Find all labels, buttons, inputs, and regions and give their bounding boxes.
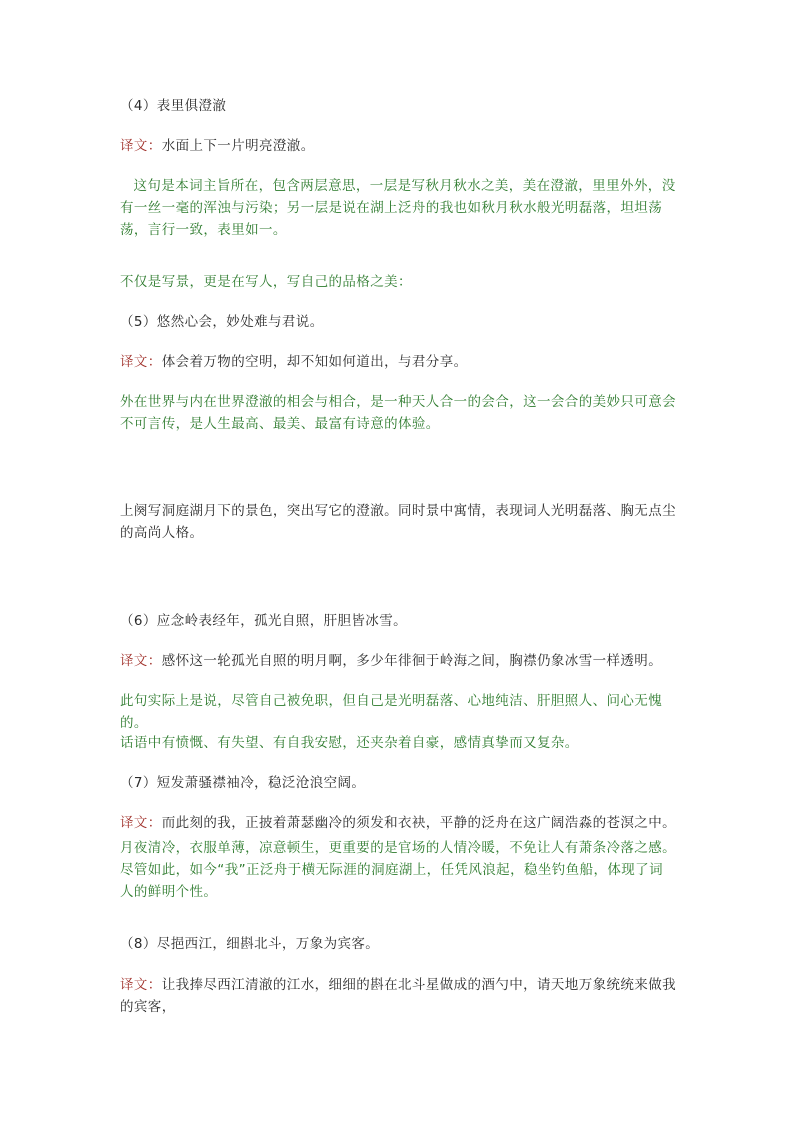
translation-text: 水面上下一片明亮澄澈。 [161, 138, 315, 154]
section-7-translation [120, 812, 676, 834]
translation-text: 而此刻的我，正披着萧瑟幽冷的须发和衣袂，平静的泛舟在这广阔浩淼的苍溟之中。 [161, 815, 677, 831]
translation-label: 译文： [120, 138, 162, 154]
section-6-note-1: 此句实际上是说，尽管自己被免职，但自己是光明磊落、心地纯洁、肝胆照人、问心无愧的。 [120, 693, 663, 731]
section-5-translation [120, 351, 676, 373]
section-4-translation [120, 135, 676, 157]
translation-text: 感怀这一轮孤光自照的明月啊，多少年徘徊于岭海之间，胸襟仍象冰雪一样透明。 [161, 653, 663, 669]
section-4-note-2: 不仅是写景，更是在写人，写自己的品格之美： [120, 274, 412, 290]
translation-text: 让我捧尽西江清澈的江水，细细的斟在北斗星做成的酒勺中，请天地万象统统来做我的宾客， [120, 977, 677, 1015]
translation-label: 译文： [120, 653, 162, 669]
section-6-heading: （6）应念岭表经年，孤光自照，肝胆皆冰雪。 [120, 613, 407, 629]
translation-label: 译文： [120, 815, 162, 831]
section-4-heading: （4）表里俱澄澈 [120, 98, 227, 114]
translation-label: 译文： [120, 354, 162, 370]
section-5-heading: （5）悠然心会，妙处难与君说。 [120, 314, 324, 330]
section-6-note-2: 话语中有愤慨、有失望、有自我安慰，还夹杂着自豪，感情真挚而又复杂。 [120, 735, 579, 751]
translation-label: 译文： [120, 977, 162, 993]
section-6-translation [120, 650, 676, 672]
translation-text: 体会着万物的空明，却不知如何道出，与君分享。 [161, 354, 468, 370]
section-4-note-1: 这句是本词主旨所在，包含两层意思，一层是写秋月秋水之美，美在澄澈，里里外外，没有一丝一毫的浑浊与污染；另一层是说在湖上泛舟的我也如秋月秋水般光明磊落，坦坦荡荡，言行一致，表里如一。 [120, 178, 676, 238]
section-8-translation [120, 974, 676, 1018]
section-5-note-1: 外在世界与内在世界澄澈的相会与相合，是一种天人合一的会合，这一会合的美妙只可意会不可言传，是人生最高、最美、最富有诗意的体验。 [120, 394, 676, 432]
section-7-note-1: 月夜清冷，衣服单薄，凉意顿生，更重要的是官场的人情冷暖，不免让人有萧条冷落之感。尽管如此，如今“我”正泛舟于横无际涯的洞庭湖上，任凭风浪起，稳坐钓鱼船，体现了词人的鲜明个性。 [120, 840, 676, 900]
upper-stanza-summary: 上阕写洞庭湖月下的景色，突出写它的澄澈。同时景中寓情，表现词人光明磊落、胸无点尘的高尚人格。 [120, 503, 676, 541]
section-8-heading: （8）尽挹西江，细斟北斗，万象为宾客。 [120, 936, 380, 952]
section-7-heading: （7）短发萧骚襟袖冷，稳泛沧浪空阔。 [120, 775, 366, 791]
